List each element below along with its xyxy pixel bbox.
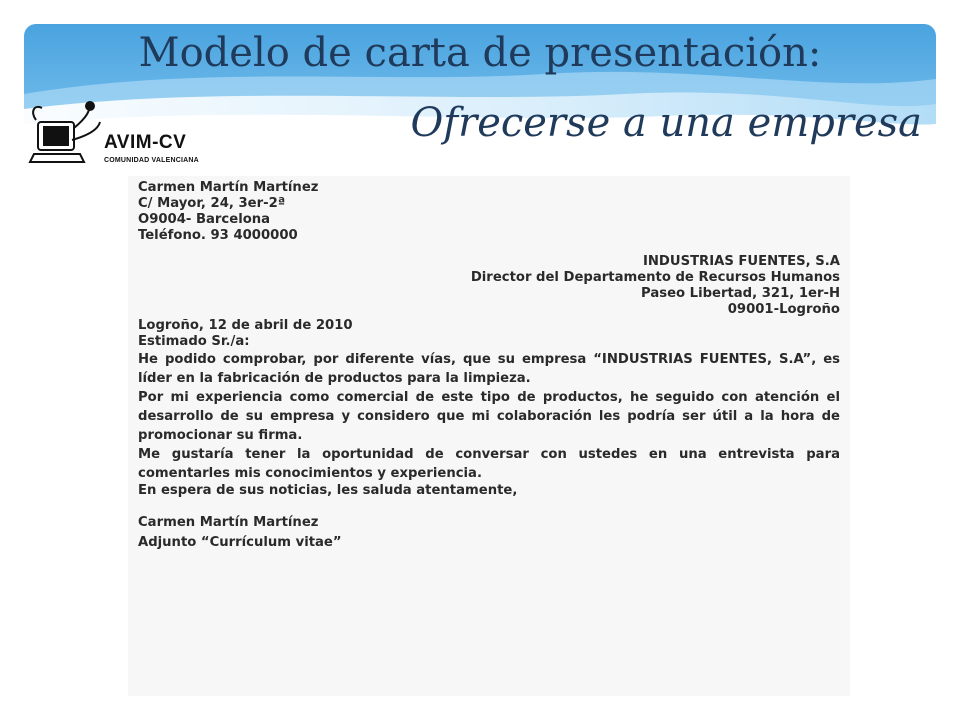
recipient-address [138, 254, 840, 318]
page-title: Modelo de carta de presentación: [138, 30, 822, 76]
signature-name: Carmen Martín Martínez [138, 515, 319, 530]
sender-phone: Teléfono. 93 4000000 [138, 228, 298, 243]
letter-paragraph-3: Me gustaría tener la oportunidad de conversar con ustedes en una entrevista para comentarles mis conocimientos y experiencia. [138, 447, 840, 481]
attachment-note: Adjunto “Currículum vitae” [138, 535, 342, 550]
letter-greeting: Estimado Sr./a: [138, 334, 250, 349]
recipient-department: Director del Departamento de Recursos Humanos [470, 270, 840, 285]
letter-closing: En espera de sus noticias, les saluda atentamente, [138, 483, 518, 498]
recipient-city: 09001-Logroño [727, 302, 840, 317]
sender-street: C/ Mayor, 24, 3er-2ª [138, 196, 286, 211]
recipient-street: Paseo Libertad, 321, 1er-H [641, 286, 840, 301]
logo-name: AVIM-CV [104, 132, 187, 153]
letter-body [128, 176, 850, 696]
sender-city: O9004- Barcelona [138, 212, 271, 227]
page-subtitle: Ofrecerse a una empresa [410, 100, 922, 146]
recipient-company: INDUSTRIAS FUENTES, S.A [642, 254, 840, 269]
sender-address [138, 180, 840, 244]
logo-tagline: COMUNIDAD VALENCIANA [104, 157, 199, 164]
sender-name: Carmen Martín Martínez [138, 180, 319, 195]
letter-paragraph-2: Por mi experiencia como comercial de este tipo de productos, he seguido con atención el desarrollo de su empresa y considero que mi colaboración les podría ser útil a la hora de promocionar su firma. [138, 390, 840, 443]
signature-block [138, 513, 840, 553]
letter-paragraph-1: He podido comprobar, por diferente vías, que su empresa “INDUSTRIAS FUENTES, S.A”, es líder en la fabricación de productos para la limpieza. [138, 352, 840, 386]
letter-date: Logroño, 12 de abril de 2010 [138, 318, 353, 333]
